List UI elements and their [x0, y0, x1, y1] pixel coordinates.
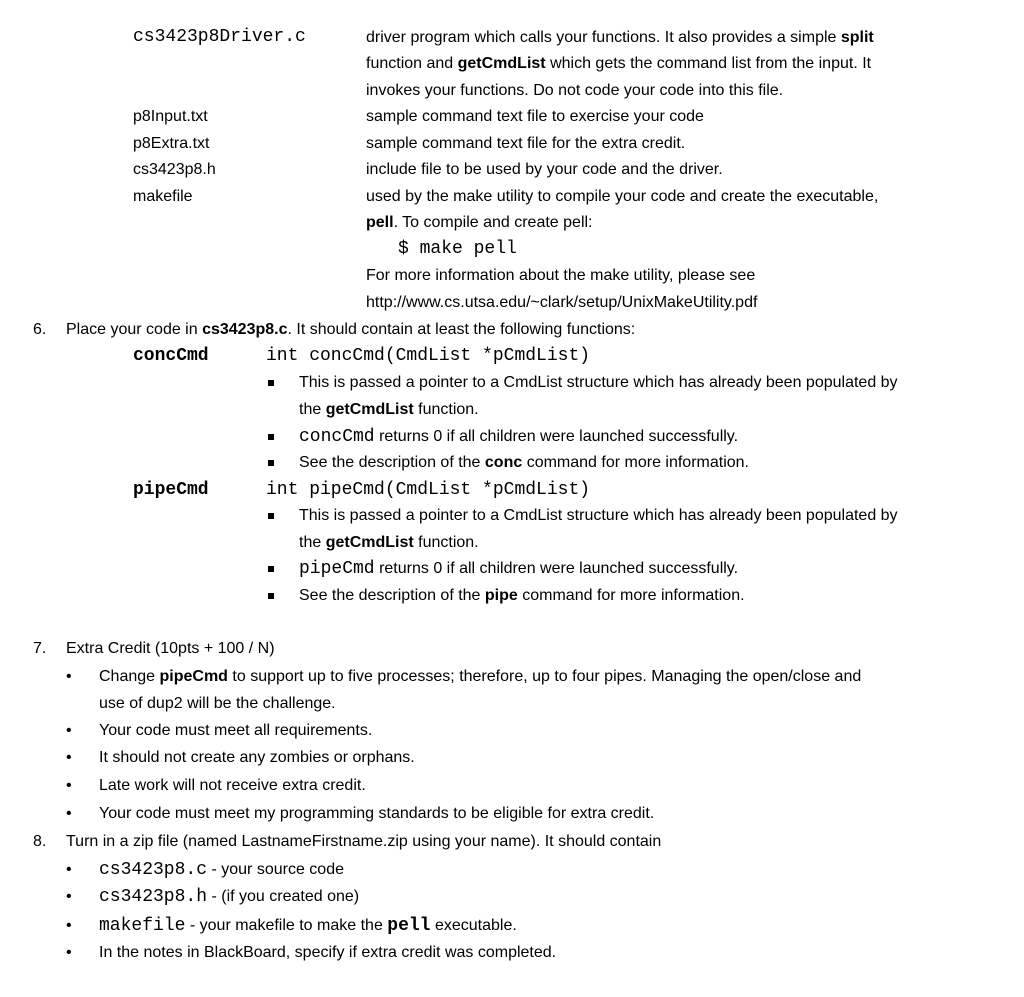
file-desc: invokes your functions. Do not code your code into this file. — [366, 82, 784, 99]
file-desc: For more information about the make utility, please see — [366, 267, 756, 284]
bullet-text: Your code must meet all requirements. — [99, 722, 373, 739]
bullet-icon: • — [66, 749, 72, 766]
bullet-text — [99, 887, 359, 907]
bullet-text — [299, 533, 479, 553]
bullet-text: This is passed a pointer to a CmdList structure which has already been populated by — [299, 507, 898, 524]
text: See the description of the — [299, 454, 485, 471]
file-desc: sample command text file for the extra credit. — [366, 135, 686, 152]
file-name: makefile — [133, 188, 193, 205]
square-bullet-icon — [268, 566, 274, 572]
mono-text: makefile — [99, 916, 186, 936]
text: returns 0 if all children were launched successfully. — [374, 428, 739, 445]
file-name: cs3423p8.h — [133, 161, 216, 178]
bold-text: getCmdList — [457, 55, 546, 72]
text: - your makefile to make the — [185, 917, 388, 934]
bullet-text — [299, 400, 479, 420]
bullet-text: Late work will not receive extra credit. — [99, 777, 366, 794]
mono-text: pipeCmd — [299, 559, 375, 579]
file-desc: sample command text file to exercise your code — [366, 108, 704, 125]
square-bullet-icon — [268, 460, 274, 466]
bold-text: split — [840, 29, 874, 46]
text: executable. — [430, 917, 517, 934]
bullet-text: use of dup2 will be the challenge. — [99, 695, 336, 712]
text: returns 0 if all children were launched successfully. — [374, 560, 739, 577]
mono-text: concCmd — [299, 427, 375, 447]
bullet-icon: • — [66, 888, 72, 905]
file-name: cs3423p8Driver.c — [133, 27, 306, 47]
text: the — [299, 534, 326, 551]
text: function. — [413, 401, 479, 418]
bullet-text: This is passed a pointer to a CmdList structure which has already been populated by — [299, 374, 898, 391]
bullet-text — [299, 559, 738, 579]
bold-text: pipeCmd — [159, 668, 228, 685]
file-desc — [366, 28, 874, 48]
text: See the description of the — [299, 587, 485, 604]
bullet-text — [99, 916, 517, 936]
bullet-text: In the notes in BlackBoard, specify if extra credit was completed. — [99, 944, 557, 961]
item-7-title: Extra Credit (10pts + 100 / N) — [66, 640, 275, 657]
bullet-text — [99, 860, 344, 880]
square-bullet-icon — [268, 593, 274, 599]
square-bullet-icon — [268, 513, 274, 519]
function-signature: int pipeCmd(CmdList *pCmdList) — [266, 480, 591, 500]
bullet-icon: • — [66, 917, 72, 934]
text: function. — [413, 534, 479, 551]
mono-text: cs3423p8.c — [99, 860, 208, 880]
text: Place your code in — [66, 321, 203, 338]
bullet-text — [299, 586, 745, 606]
text: driver program which calls your functions. It also provides a simple — [366, 29, 841, 46]
bullet-icon: • — [66, 861, 72, 878]
square-bullet-icon — [268, 434, 274, 440]
bullet-text — [299, 453, 749, 473]
bold-mono-text: pell — [387, 916, 431, 936]
bullet-text — [99, 667, 861, 687]
item-number: 7. — [33, 640, 47, 657]
item-6-intro — [66, 320, 635, 340]
file-desc — [366, 213, 593, 233]
text: the — [299, 401, 326, 418]
item-number: 8. — [33, 833, 47, 850]
mono-text: cs3423p8.h — [99, 887, 208, 907]
bold-text: pell — [366, 214, 394, 231]
bold-text: getCmdList — [325, 401, 414, 418]
function-name: pipeCmd — [133, 480, 209, 500]
url-link[interactable]: http://www.cs.utsa.edu/~clark/setup/UnixMakeUtility.pdf — [366, 294, 758, 311]
function-name: concCmd — [133, 346, 209, 366]
text: to support up to five processes; therefore, up to four pipes. Managing the open/close and — [227, 668, 862, 685]
bold-text: cs3423p8.c — [202, 321, 288, 338]
text: - (if you created one) — [207, 888, 360, 905]
text: function and — [366, 55, 458, 72]
file-name: p8Input.txt — [133, 108, 208, 125]
bullet-icon: • — [66, 944, 72, 961]
square-bullet-icon — [268, 380, 274, 386]
bullet-text: It should not create any zombies or orphans. — [99, 749, 415, 766]
text: Change — [99, 668, 160, 685]
file-desc — [366, 54, 871, 74]
text: command for more information. — [517, 587, 745, 604]
bold-text: pipe — [484, 587, 518, 604]
item-8-title: Turn in a zip file (named LastnameFirstname.zip using your name). It should contain — [66, 833, 662, 850]
bullet-text — [299, 427, 738, 447]
command-example: $ make pell — [398, 239, 517, 259]
bullet-text: Your code must meet my programming standards to be eligible for extra credit. — [99, 805, 655, 822]
file-desc: used by the make utility to compile your code and create the executable, — [366, 188, 879, 205]
file-desc: include file to be used by your code and the driver. — [366, 161, 723, 178]
function-signature: int concCmd(CmdList *pCmdList) — [266, 346, 591, 366]
item-number: 6. — [33, 321, 47, 338]
text: . To compile and create pell: — [393, 214, 593, 231]
bullet-icon: • — [66, 805, 72, 822]
text: which gets the command list from the input. It — [545, 55, 872, 72]
bold-text: getCmdList — [325, 534, 414, 551]
text: - your source code — [207, 861, 344, 878]
bold-text: conc — [484, 454, 523, 471]
bullet-icon: • — [66, 668, 72, 685]
bullet-icon: • — [66, 722, 72, 739]
text: . It should contain at least the following functions: — [287, 321, 636, 338]
bullet-icon: • — [66, 777, 72, 794]
file-name: p8Extra.txt — [133, 135, 210, 152]
text: command for more information. — [522, 454, 749, 471]
